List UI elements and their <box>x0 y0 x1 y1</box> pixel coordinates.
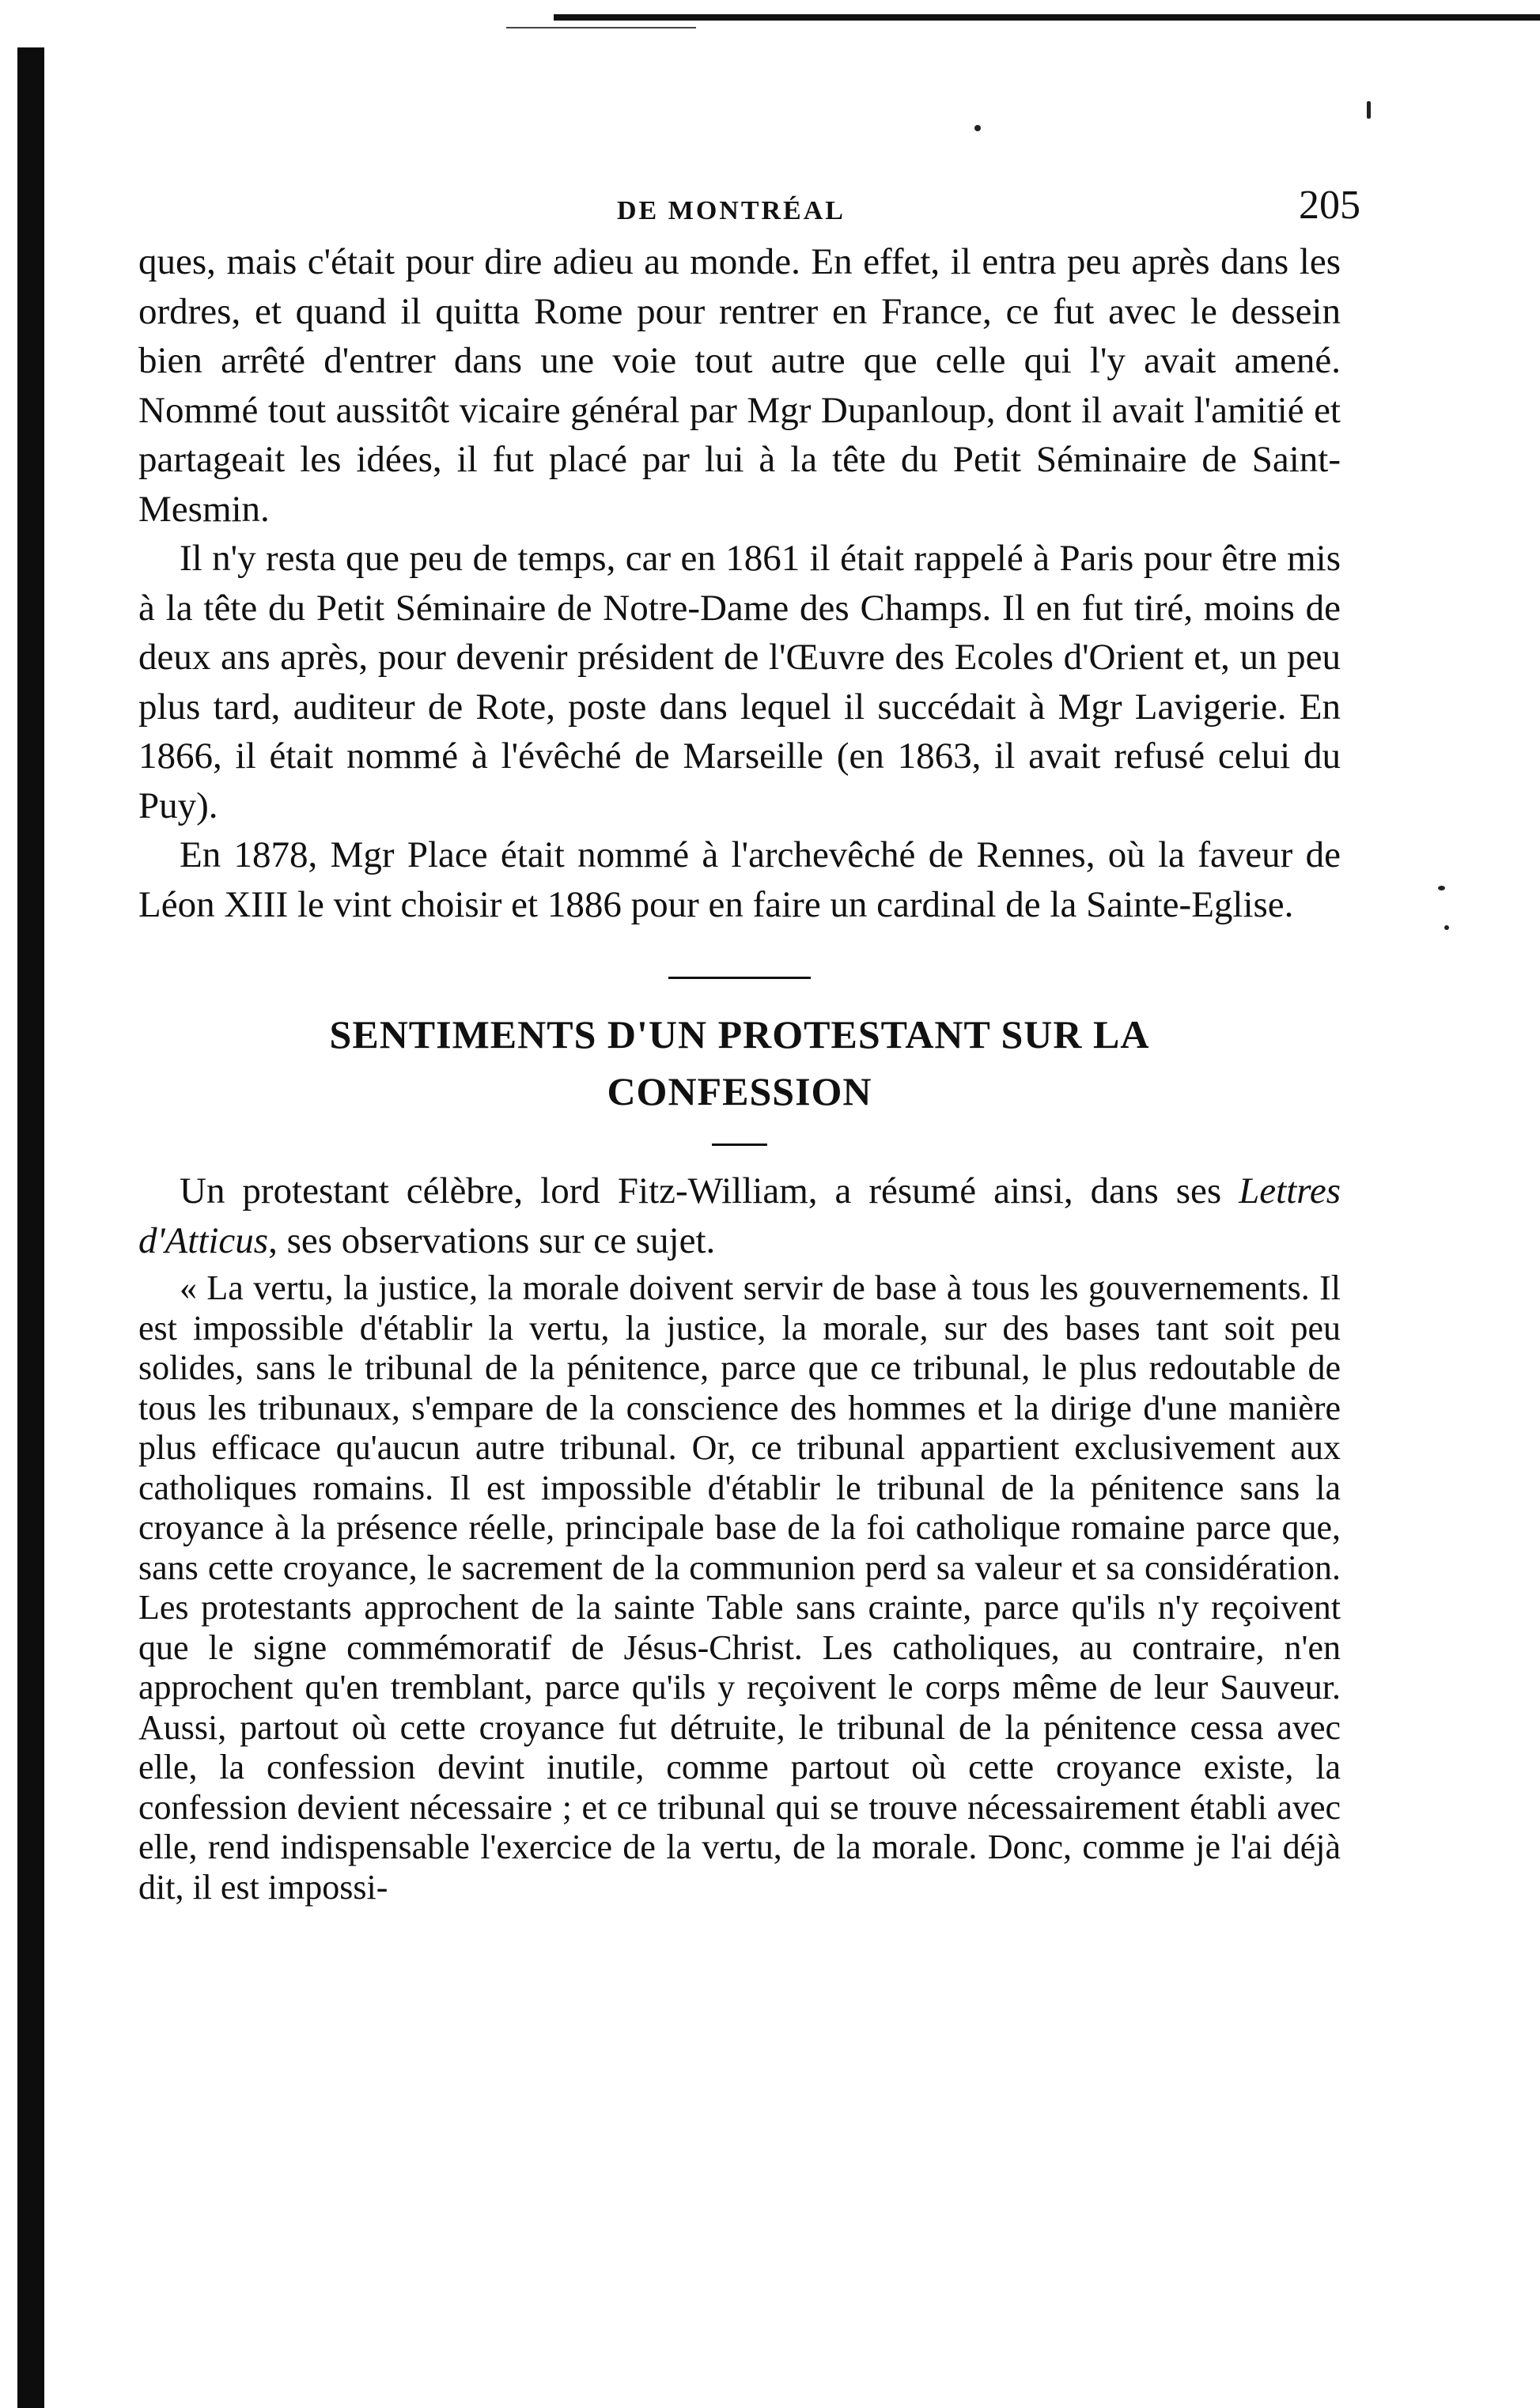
paragraph-career: Il n'y resta que peu de temps, car en 1861 il était rappelé à Paris pour être mis à la tête du Petit Séminaire de Notre-Dame des Champs. Il en fut tiré, moins de deux ans après, pour devenir président de l'Œuvre des Ecoles d'Orient et, un peu plus tard, auditeur de Rote, poste dans lequel il succédait à Mgr Lavigerie. En 1866, il était nommé à l'évêché de Marseille (en 1863, il avait refusé celui du Puy). <box>138 538 1341 826</box>
section-heading-line-1: SENTIMENTS D'UN PROTESTANT SUR LA <box>329 1012 1150 1057</box>
ink-speck <box>1438 886 1445 890</box>
section-intro <box>138 1166 1341 1265</box>
page-binding-edge <box>17 47 44 2408</box>
heading-underline-rule <box>712 1144 767 1146</box>
running-title: DE MONTRÉAL <box>617 196 846 225</box>
top-edge-rule <box>554 14 1540 21</box>
ink-speck <box>974 125 981 131</box>
section-divider <box>668 977 811 979</box>
book-title: Lettres d'Atticus <box>138 1170 1341 1261</box>
ink-speck <box>1444 925 1449 930</box>
paragraph-continuation: ques, mais c'était pour dire adieu au monde. En effet, il entra peu après dans les ordres, et quand il quitta Rome pour rentrer en France, ce fut avec le dessein bien arrêté d'entrer dans une voie tout autre que celle qui l'y avait amené. Nommé tout aussitôt vicaire général par Mgr Dupanloup, dont il avait l'amitié et partageait les idées, il fut placé par lui à la tête du Petit Séminaire de Saint-Mesmin. <box>138 241 1341 530</box>
section-heading <box>138 1006 1341 1120</box>
section-intro-text: Un protestant célèbre, lord Fitz-William, a résumé ainsi, dans ses <box>180 1170 1239 1212</box>
book-page <box>138 182 1360 1907</box>
paragraph-cardinal: En 1878, Mgr Place était nommé à l'archevêché de Rennes, où la faveur de Léon XIII le vint choisir et 1886 pour en faire un cardinal de la Sainte-Eglise. <box>138 834 1341 925</box>
top-thin-rule <box>506 27 696 28</box>
running-head <box>138 182 1360 237</box>
ink-speck <box>1367 101 1371 119</box>
page-number: 205 <box>1299 183 1360 228</box>
section-intro-end: , ses observations sur ce sujet. <box>268 1219 716 1261</box>
quotation-paragraph: « La vertu, la justice, la morale doivent servir de base à tous les gouvernements. Il est impossible d'établir la vertu, la justice, la morale, sur des bases tant soit peu solides, sans le tribunal de la pénitence, parce que ce tribunal, le plus redoutable de tous les tribunaux, s'empare de la conscience des hommes et la dirige d'une manière plus efficace qu'aucun autre tribunal. Or, ce tribunal appartient exclusivement aux catholiques romains. Il est impossible d'établir le tribunal de la pénitence sans la croyance à la présence réelle, principale base de la foi catholique romaine parce que, sans cette croyance, le sacrement de la communion perd sa valeur et sa considération. Les protestants approchent de la sainte Table sans crainte, parce qu'ils n'y reçoivent que le signe commémoratif de Jésus-Christ. Les catholiques, au contraire, n'en approchent qu'en tremblant, parce qu'ils y reçoivent le corps même de leur Sauveur. Aussi, partout où cette croyance fut détruite, le tribunal de la pénitence cessa avec elle, la confession devint inutile, comme partout où cette croyance existe, la confession devient nécessaire ; et ce tribunal qui se trouve nécessairement établi avec elle, rend indispensable l'exercice de la vertu, de la morale. Donc, comme je l'ai déjà dit, il est impossi- <box>138 1268 1341 1907</box>
section-heading-line-2: CONFESSION <box>607 1069 872 1113</box>
